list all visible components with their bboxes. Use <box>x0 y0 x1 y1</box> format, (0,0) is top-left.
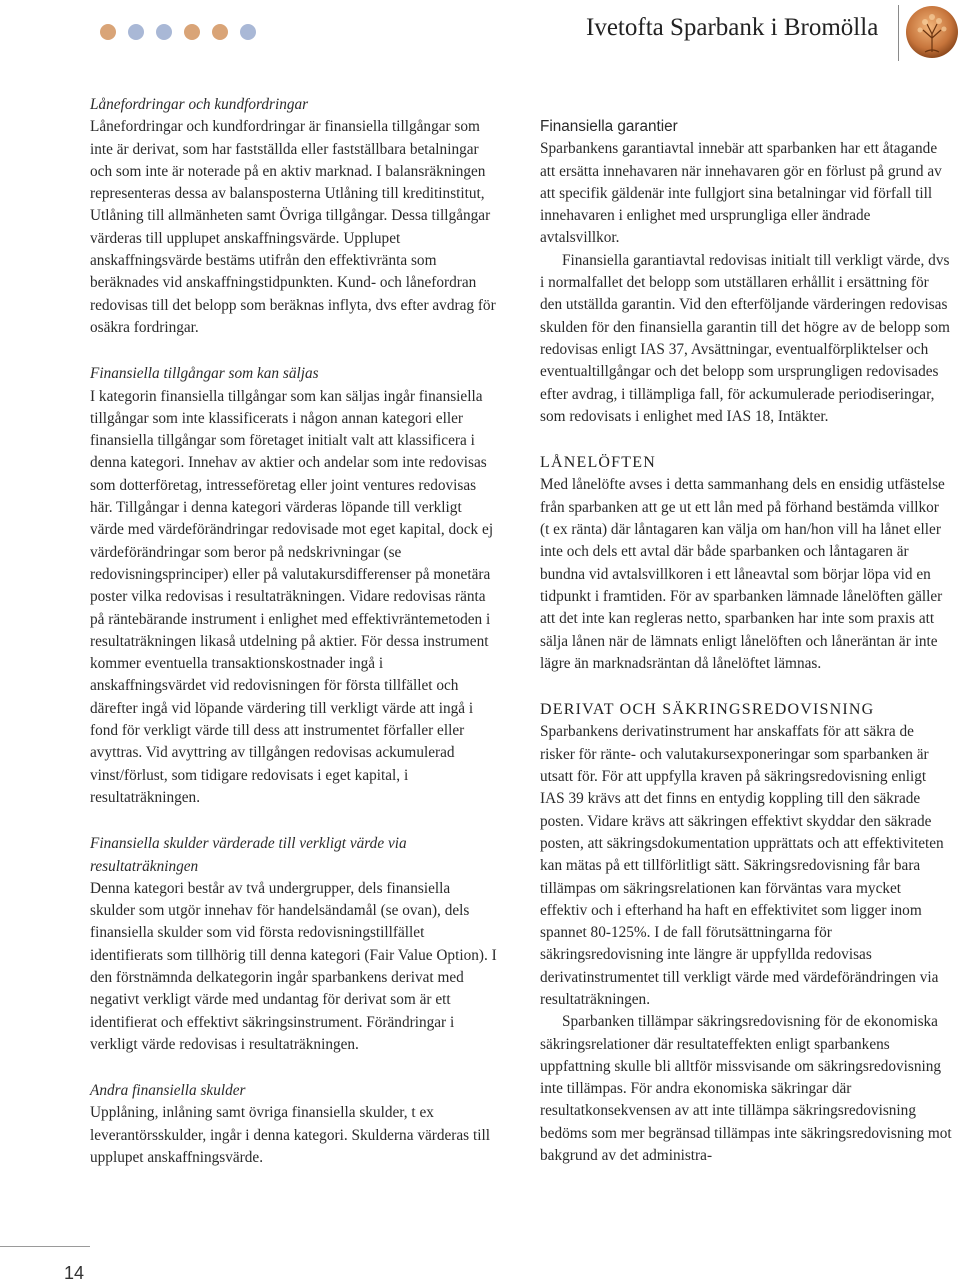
header-divider <box>898 5 899 61</box>
section-lanefordringar <box>90 94 498 339</box>
right-column <box>540 116 952 1191</box>
section-derivat <box>540 699 952 1167</box>
section-finansiella-garantier <box>540 116 952 428</box>
section-body: Upplåning, inlåning samt övriga finansiella skulder, t ex leverantörsskulder, ingår i denna kategori. Skulderna värderas till upplupet anskaffningsvärde. <box>90 1104 490 1167</box>
brand-name: Ivetofta Sparbank i Bromölla <box>586 14 879 41</box>
section-title: LÅNELÖFTEN <box>540 454 656 472</box>
tree-logo-icon <box>905 4 959 60</box>
dot-5 <box>212 24 228 40</box>
dot-1 <box>100 24 116 40</box>
footer-divider <box>0 1246 90 1247</box>
section-paragraph: Sparbankens garantiavtal innebär att sparbanken har ett åtagande att ersätta innehavaren när innehavaren gör en förlust på grund av att specifik gäldenär inte fullgjort sina betalningar vid förfall till innehavaren i enlighet med ursprungliga eller ändrade avtalsvillkor. <box>540 140 942 247</box>
page-number: 14 <box>64 1263 85 1283</box>
section-lanelöften <box>540 452 952 675</box>
dot-2 <box>128 24 144 40</box>
section-body: Lånefordringar och kundfordringar är finansiella tillgångar som inte är derivat, som har fastställda eller fastställbara betalningar och som inte är noterade på en aktiv marknad. I balansräkningen representeras dessa av balansposterna Utlåning till kreditinstitut, Utlåning till allmänheten samt Övriga tillgångar. Dessa tillgångar värderas till upplupet anskaffningsvärde. Upplupet anskaffningsvärde bestäms utifrån den effektivränta som beräknades vid anskaffningstidpunkten. Kund- och lånefordran redovisas till det belopp som beräknas inflyta, dvs efter avdrag för osäkra fordringar. <box>90 118 496 336</box>
section-title: Andra finansiella skulder <box>90 1082 246 1100</box>
section-paragraph: Sparbankens derivatinstrument har anskaffats för att säkra de risker för ränte- och valutakursexponeringar som sparbanken är utsatt för. För att uppfylla kraven på säkringsredovisning enligt IAS 39 krävs att det finns en entydig koppling till den säkrade posten. Vidare krävs att säkringen effektivt skyddar den säkrade posten, att säkringsdokumentation upprättats och att effektiviteten kan mätas på ett tillförlitligt sätt. Säkringsredovisning får bara tillämpas om säkringsrelationen kan förväntas vara mycket effektiv och i efterhand ha haft en effektivitet som ligger inom spannet 80-125%. I de fall förutsättningarna för säkringsredovisning inte längre är uppfyllda redovisas derivatinstrumentet till verkligt värde med värdeförändringen via resultaträkningen. <box>540 723 944 1008</box>
section-title: Finansiella skulder värderade till verkligt värde via resultaträkningen <box>90 835 407 875</box>
section-tillgangar-kan-saljas <box>90 363 498 809</box>
left-column <box>90 94 498 1193</box>
section-title: Finansiella tillgångar som kan säljas <box>90 365 319 383</box>
section-title: Finansiella garantier <box>540 118 678 135</box>
dot-6 <box>240 24 256 40</box>
section-paragraph: Finansiella garantiavtal redovisas initialt till verkligt värde, dvs i normalfallet det belopp som utställaren erhållit i ersättning för den utställda garantin. Vid den efterföljande värderingen redovisas skulden för den finansiella garantin till det högre av de belopp som redovisas enligt IAS 37, Avsättningar, eventualförpliktelser och eventualtillgångar och det belopp som ursprungligen redovisades efter avdrag, i tillämpliga fall, för ackumulerade periodiseringar, som redovisats i enlighet med IAS 18, Intäkter. <box>540 251 950 425</box>
section-andra-skulder <box>90 1080 498 1169</box>
decorative-dots <box>100 24 268 40</box>
section-body: I kategorin finansiella tillgångar som kan säljas ingår finansiella tillgångar som inte klassificerats i någon annan kategori eller finansiella tillgångar som företaget initialt valt att klassificera i denna kategori. Innehav av aktier och andelar som inte redovisas som dotterföretag, intresseföretag eller joint ventures redovisas här. Tillgångar i denna kategori värderas löpande till verkligt värde med värdeförändringar redovisade mot eget kapital, dock ej värdeförändringar som beror på nedskrivningar (se redovisningsprinciper) eller på valutakursdifferenser på monetära poster vilka redovisas i resultaträkningen. Vidare redovisas ränta på räntebärande instrument i enlighet med effektivräntemetoden i resultaträkningen likaså utdelning på aktier. För dessa instrument kommer eventuella transaktionskostnader ingå i anskaffningsvärdet vid redovisningen för första tillfället och därefter ingå vid löpande värdering till verkligt värde att ingå i fond för verkligt värde till dess att instrumentet förfaller eller avyttras. Vid avyttring av tillgången redovisas ackumulerad vinst/förlust, som tidigare redovisats i eget kapital, i resultaträkningen. <box>90 387 494 806</box>
page-header <box>0 0 960 60</box>
dot-3 <box>156 24 172 40</box>
section-paragraph: Sparbanken tillämpar säkringsredovisning för de ekonomiska säkringsrelationer där resultateffekten enligt sparbankens uppfattning skulle bli alltför missvisande om säkringsredovisning inte tillämpas. För andra ekonomiska säkringar där resultatkonsekvensen av att inte tillämpa säkringsredovisning bedöms som mer begränsad tillämpas inte säkringsredovisning mot bakgrund av det administra- <box>540 1013 952 1165</box>
section-title: DERIVAT OCH SÄKRINGSREDOVISNING <box>540 701 875 719</box>
dot-4 <box>184 24 200 40</box>
section-body: Denna kategori består av två undergrupper, dels finansiella skulder som utgör innehav för handelsändamål (se ovan), dels finansiella skulder som vid första redovisningstillfället identifierats som tillhörig till denna kategori (Fair Value Option). I den förstnämnda delkategorin ingår sparbankens derivat med negativt verkligt värde med undantag för derivat som är ett identifierat och effektivt säkringsinstrument. Förändringar i verkligt värde redovisas i resultaträkningen. <box>90 879 497 1053</box>
section-body: Med lånelöfte avses i detta sammanhang dels en ensidig utfästelse från sparbanken att ge ut ett lån med på förhand bestämda villkor (t ex ränta) där låntagaren kan välja om han/hon vill ha lånet eller inte och dels ett avtal där både sparbanken och låntagaren är bundna vid avtalsvillkoren i ett låneavtal som börjar löpa vid en tidpunkt i framtiden. För av sparbanken lämnade lånelöften gäller att det inte kan regleras netto, sparbanken har inte som praxis att sälja lånen när de lämnats enligt lånelöften och låneräntan är inte lägre än marknadsräntan då lånelöftet lämnas. <box>540 476 945 672</box>
section-title: Lånefordringar och kundfordringar <box>90 96 309 113</box>
section-skulder-verkligt-varde <box>90 833 498 1056</box>
